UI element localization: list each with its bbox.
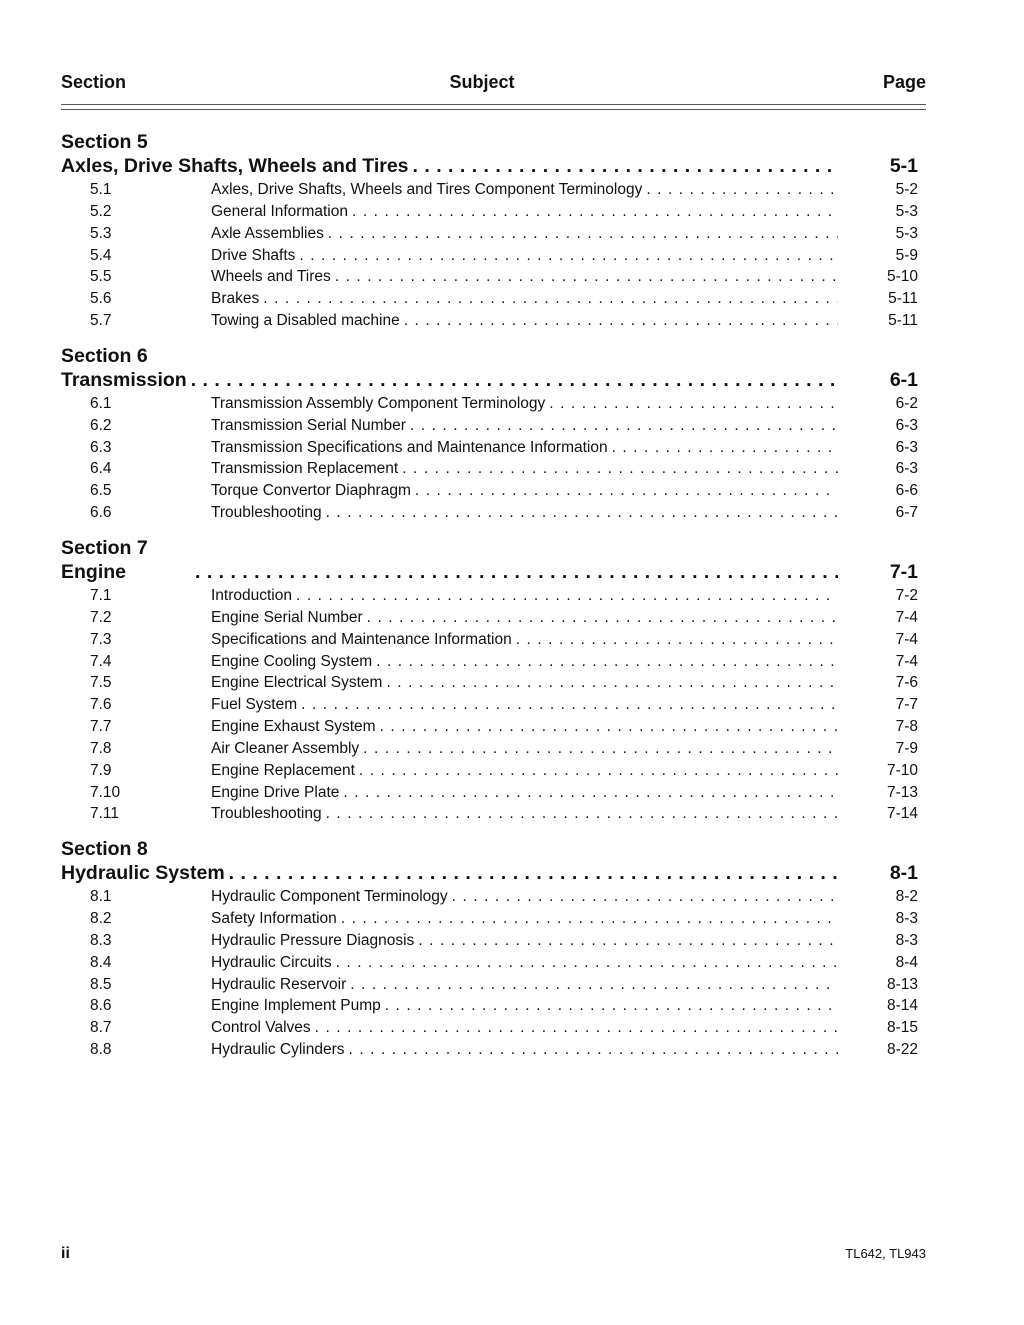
section-entries: [61, 179, 926, 332]
section-entries: [61, 393, 926, 524]
entry-number: 7.7: [90, 718, 112, 736]
toc-entry[interactable]: [61, 393, 926, 415]
toc-section: [61, 536, 926, 825]
entry-number: 6.6: [90, 504, 112, 522]
toc-entry[interactable]: [61, 223, 926, 245]
entry-title: Drive Shafts: [211, 246, 296, 264]
toc-entry[interactable]: [61, 1017, 926, 1039]
entry-page: 7-6: [895, 674, 918, 692]
toc-entry[interactable]: [61, 502, 926, 524]
entry-title: Torque Convertor Diaphragm: [211, 482, 411, 500]
dot-leader: [349, 1039, 838, 1061]
toc-entry[interactable]: [61, 1039, 926, 1061]
entry-number: 7.3: [90, 630, 112, 648]
header-subject-label: Subject: [449, 72, 515, 92]
dot-leader: [341, 908, 838, 930]
dot-leader: [418, 930, 838, 952]
entry-page: 7-7: [895, 696, 918, 714]
toc-entry[interactable]: [61, 952, 926, 974]
footer-models: TL642, TL943: [845, 1246, 926, 1261]
toc-entry[interactable]: [61, 974, 926, 996]
dot-leader: [315, 1017, 838, 1039]
toc-entry[interactable]: [61, 585, 926, 607]
dot-leader: [326, 502, 838, 524]
section-page: 8-1: [889, 862, 918, 885]
entry-page: 7-9: [895, 739, 918, 757]
entry-page: 6-3: [895, 460, 918, 478]
entry-page: 5-10: [886, 268, 918, 286]
dot-leader: [263, 288, 838, 310]
header-rule-bottom: [61, 109, 926, 110]
header-page-label: Page: [882, 72, 926, 92]
entry-page: 7-2: [895, 586, 918, 604]
entry-title: Introduction: [211, 586, 292, 604]
entry-page: 8-15: [886, 1019, 918, 1037]
entry-page: 7-4: [895, 652, 918, 670]
toc-entry[interactable]: [61, 480, 926, 502]
entry-title: Engine Cooling System: [211, 652, 373, 670]
entry-number: 6.1: [90, 394, 112, 412]
section-heading-row[interactable]: [61, 861, 926, 885]
entry-number: 7.2: [90, 608, 112, 626]
dot-leader: [352, 201, 838, 223]
entry-page: 5-9: [895, 246, 918, 264]
entry-number: 6.4: [90, 460, 112, 478]
toc-section: [61, 344, 926, 524]
toc-entry[interactable]: [61, 651, 926, 673]
toc-entry[interactable]: [61, 266, 926, 288]
entry-page: 7-4: [895, 630, 918, 648]
entry-page: 6-3: [895, 438, 918, 456]
toc-entry[interactable]: [61, 803, 926, 825]
entry-title: Brakes: [211, 290, 260, 308]
entry-page: 8-2: [895, 888, 918, 906]
entry-number: 7.1: [90, 586, 112, 604]
entry-title: Transmission Assembly Component Terminology: [211, 394, 546, 412]
section-entries: [61, 585, 926, 825]
toc-section: [61, 837, 926, 1061]
entry-number: 7.8: [90, 739, 112, 757]
entry-page: 6-6: [895, 482, 918, 500]
dot-leader: [350, 974, 838, 996]
entry-page: 7-8: [895, 718, 918, 736]
dot-leader: [301, 694, 838, 716]
entry-number: 5.4: [90, 246, 112, 264]
entry-number: 8.3: [90, 931, 112, 949]
dot-leader: [195, 560, 838, 584]
section-title: Axles, Drive Shafts, Wheels and Tires: [61, 155, 409, 177]
entry-number: 7.11: [90, 805, 120, 823]
entry-number: 6.3: [90, 438, 112, 456]
section-title: Hydraulic System: [61, 862, 225, 885]
entry-page: 8-3: [895, 931, 918, 949]
section-heading-row[interactable]: [61, 560, 926, 584]
dot-leader: [413, 154, 838, 178]
toc-entry[interactable]: [61, 310, 926, 332]
entry-number: 8.4: [90, 953, 112, 971]
dot-leader: [191, 368, 838, 392]
entry-number: 6.5: [90, 482, 112, 500]
toc-page: [61, 0, 926, 1325]
entry-number: 6.2: [90, 416, 112, 434]
header-rule-top: [61, 104, 926, 105]
toc-entry[interactable]: [61, 201, 926, 223]
entry-title: Transmission Replacement: [211, 460, 399, 478]
toc-entry[interactable]: [61, 629, 926, 651]
entry-title: Towing a Disabled machine: [211, 312, 400, 330]
dot-leader: [328, 223, 838, 245]
entry-page: 8-14: [886, 997, 918, 1015]
section-page: 7-1: [889, 560, 918, 583]
entry-page: 7-4: [895, 608, 918, 626]
entry-title: General Information: [211, 202, 348, 220]
section-page: 6-1: [889, 368, 918, 391]
toc-entry[interactable]: [61, 886, 926, 908]
entry-page: 5-3: [895, 202, 918, 220]
toc-entry[interactable]: [61, 738, 926, 760]
dot-leader: [336, 952, 838, 974]
entry-number: 5.5: [90, 268, 112, 286]
entry-number: 8.6: [90, 997, 112, 1015]
entry-number: 7.6: [90, 696, 112, 714]
toc-entry[interactable]: [61, 716, 926, 738]
dot-leader: [410, 415, 838, 437]
entry-page: 5-11: [888, 290, 918, 308]
section-title: Engine: [61, 560, 127, 583]
entry-title: Axles, Drive Shafts, Wheels and Tires Component Terminology: [211, 181, 643, 198]
entry-title: Hydraulic Cylinders: [211, 1041, 345, 1059]
entry-page: 8-4: [895, 953, 918, 971]
entry-title: Engine Drive Plate: [211, 783, 340, 801]
entry-page: 7-10: [886, 761, 918, 779]
entry-title: Safety Information: [211, 910, 337, 928]
entry-number: 7.5: [90, 674, 112, 692]
dot-leader: [367, 607, 838, 629]
section-label: Section 5: [61, 131, 148, 153]
entry-title: Hydraulic Reservoir: [211, 975, 347, 993]
entry-title: Control Valves: [211, 1019, 311, 1037]
dot-leader: [452, 886, 838, 908]
footer-page-number: ii: [61, 1245, 70, 1262]
entry-number: 5.2: [90, 202, 112, 220]
dot-leader: [386, 672, 838, 694]
toc-entry[interactable]: [61, 458, 926, 480]
entry-page: 6-3: [895, 416, 918, 434]
dot-leader: [229, 861, 838, 885]
section-label: Section 8: [61, 838, 148, 861]
entry-page: 5-3: [895, 224, 918, 242]
section-heading-row[interactable]: [61, 368, 926, 392]
toc-entry[interactable]: [61, 415, 926, 437]
dot-leader: [296, 585, 838, 607]
toc-entry[interactable]: [61, 908, 926, 930]
entry-title: Transmission Specifications and Maintenance Information: [211, 438, 608, 456]
entry-title: Wheels and Tires: [211, 268, 331, 286]
entry-title: Troubleshooting: [211, 504, 322, 522]
entry-title: Hydraulic Pressure Diagnosis: [211, 931, 415, 949]
section-entries: [61, 886, 926, 1061]
entry-page: 7-14: [886, 805, 918, 823]
entry-title: Hydraulic Circuits: [211, 953, 332, 971]
entry-title: Engine Electrical System: [211, 674, 383, 692]
entry-title: Engine Serial Number: [211, 608, 363, 626]
toc-section: [61, 130, 926, 332]
entry-title: Fuel System: [211, 696, 298, 714]
entry-title: Specifications and Maintenance Information: [211, 630, 512, 648]
section-heading-row[interactable]: [61, 154, 926, 178]
dot-leader: [343, 782, 838, 804]
entry-page: 8-22: [886, 1041, 918, 1059]
entry-page: 7-13: [886, 783, 918, 801]
entry-number: 7.4: [90, 652, 112, 670]
header-section-label: Section: [61, 72, 127, 92]
section-title: Transmission: [61, 368, 187, 391]
toc-entry[interactable]: [61, 930, 926, 952]
dot-leader: [646, 179, 838, 201]
dot-leader: [380, 716, 838, 738]
toc-entry[interactable]: [61, 995, 926, 1017]
entry-title: Hydraulic Component Terminology: [211, 888, 448, 906]
entry-number: 7.10: [90, 783, 121, 801]
toc-entry[interactable]: [61, 782, 926, 804]
entry-number: 8.1: [90, 888, 112, 906]
toc-entry[interactable]: [61, 288, 926, 310]
entry-title: Air Cleaner Assembly: [211, 739, 360, 757]
table-of-contents: [61, 130, 926, 1073]
dot-leader: [516, 629, 838, 651]
toc-entry[interactable]: [61, 437, 926, 459]
dot-leader: [402, 458, 838, 480]
entry-number: 8.7: [90, 1019, 112, 1037]
dot-leader: [335, 266, 838, 288]
entry-title: Troubleshooting: [211, 805, 322, 823]
dot-leader: [326, 803, 838, 825]
entry-number: 5.7: [90, 312, 112, 330]
entry-number: 5.1: [90, 181, 112, 198]
entry-page: 6-7: [895, 504, 918, 522]
dot-leader: [363, 738, 838, 760]
section-label: Section 6: [61, 344, 148, 367]
entry-number: 8.8: [90, 1041, 112, 1059]
entry-title: Transmission Serial Number: [211, 416, 406, 434]
entry-number: 8.5: [90, 975, 112, 993]
dot-leader: [385, 995, 838, 1017]
entry-number: 5.3: [90, 224, 112, 242]
section-label: Section 7: [61, 536, 148, 559]
entry-title: Engine Exhaust System: [211, 718, 376, 736]
toc-entry[interactable]: [61, 694, 926, 716]
entry-number: 7.9: [90, 761, 112, 779]
toc-entry[interactable]: [61, 245, 926, 267]
entry-page: 5-11: [888, 312, 918, 330]
dot-leader: [299, 245, 838, 267]
entry-page: 8-13: [886, 975, 918, 993]
entry-title: Engine Replacement: [211, 761, 355, 779]
toc-entry[interactable]: [61, 672, 926, 694]
entry-number: 5.6: [90, 290, 112, 308]
entry-title: Engine Implement Pump: [211, 997, 381, 1015]
dot-leader: [612, 437, 838, 459]
dot-leader: [549, 393, 838, 415]
dot-leader: [404, 310, 838, 332]
toc-header: [61, 72, 926, 96]
entry-number: 8.2: [90, 910, 112, 928]
toc-entry[interactable]: [61, 607, 926, 629]
dot-leader: [415, 480, 838, 502]
toc-entry[interactable]: [61, 179, 926, 201]
entry-title: Axle Assemblies: [211, 224, 324, 242]
entry-page: 6-2: [895, 394, 918, 412]
dot-leader: [376, 651, 838, 673]
toc-entry[interactable]: [61, 760, 926, 782]
entry-page: 5-2: [895, 181, 918, 198]
entry-page: 8-3: [895, 910, 918, 928]
dot-leader: [359, 760, 838, 782]
section-page: 5-1: [889, 155, 918, 177]
